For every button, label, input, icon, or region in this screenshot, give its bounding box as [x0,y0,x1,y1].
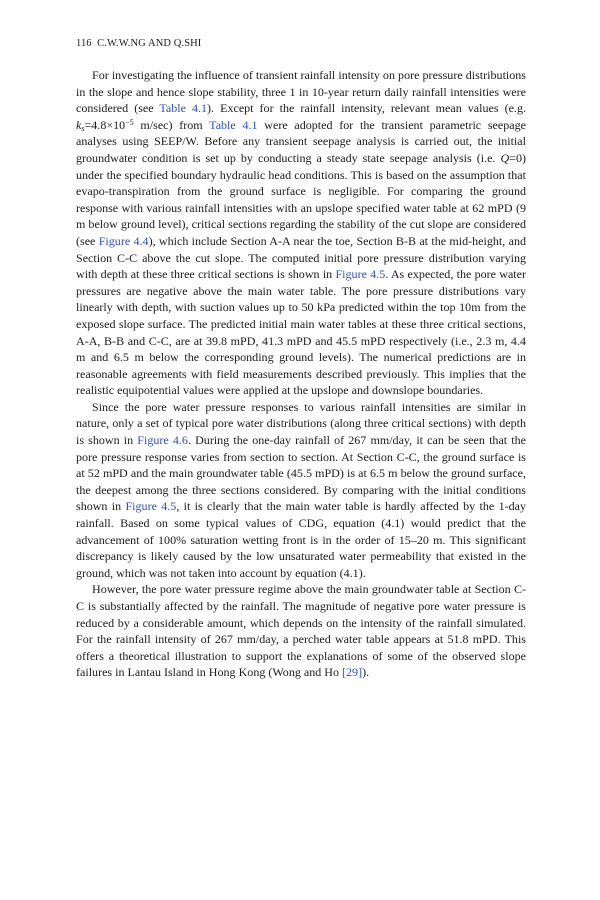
para2-text-2: . During the one-day rainfall of 267 mm/day, it can be seen that the pore pressure response varies from section to section. At Section C-C, the ground surface is at 52 mPD and the main groundwater table (45.5 mPD) is at 6.5 m below the ground surface, the deepest among the three sections considered. By comparing with the initial conditions shown in [76,433,526,514]
figure-4-4-link[interactable]: Figure 4.4 [98,233,149,248]
q-symbol: Q [500,150,510,165]
k-value: =4.8×10 [84,117,126,132]
para3-text-1: However, the pore water pressure regime above the main groundwater table at Section C-C is substantially affected by the rainfall. The magnitude of negative pore water pressure is reduced by a considerable amount, which depends on the intensity of the rainfall simulated. For the rainfall intensity of 267 mm/day, a perched water table appears at 51.8 mPD. This offers a theoretical illustration to support the explanations of some of the observed slope failures in Lantau Island in Hong Kong (Wong and Ho [76,582,526,680]
table-4-1-link[interactable]: Table 4.1 [159,101,208,116]
k-unit: m/sec) from [133,117,210,132]
para2-text-3: , it is clearly that the main water table is hardly affected by the 1-day rainfall. Based on some typical values of CDG, equation (4.1) would predict that the advancement of 100% saturation wetting front is in the order of 15–20 m. This significant discrepancy is likely caused by the low unsaturated water permeability that existed in the ground, which was not taken into account by equation (4.1). [76,499,526,580]
k-exponent: −5 [125,117,134,127]
k-symbol: k [76,117,82,132]
running-head [76,38,201,49]
para1-text-1: For investigating the influence of transient rainfall intensity on pore pressure distributions in the slope and hence slope stability, three 1 in 10-year return daily rainfall intensities were considered (see [76,68,526,116]
para1-text-6: . As expected, the pore water pressures are negative above the main water table. The pore pressure distributions vary linearly with depth, with suction values up to 50 kPa predicted within the top 10m from the exposed slope surface. The predicted initial main water tables at these three critical sections, A-A, B-B and C-C, are at 39.8 mPD, 41.3 mPD and 45.5 mPD respectively (i.e., 2.3 m, 4.4 m and 6.5 m below the corresponding ground levels). The numerical predictions are in reasonable agreements with field measurements described previously. This implies that the realistic equipotential values were applied at the upslope and downslope boundaries. [76,267,526,398]
para1-text-4: =0) under the specified boundary hydraulic head conditions. This is based on the assumption that evapo-transpiration from the ground surface is negligible. For comparing the ground response with various rainfall intensities with an upslope specified water table at 62 mPD (9 m below ground level), critical sections regarding the stability of the cut slope are considered (see [76,150,526,248]
para1-text-3: were adopted for the transient parametric seepage analyses using SEEP/W. Before any transient seepage analysis is carried out, the initial groundwater condition is set up by conducting a steady state seepage analysis (i.e. [76,117,526,165]
k-subscript: s [81,123,85,133]
para2-text-1: Since the pore water pressure responses to various rainfall intensities are similar in nature, only a set of typical pore water distributions (along three critical sections) with depth is shown in [76,399,526,448]
paragraph-2 [76,399,526,582]
para1-text-5: ), which include Section A-A near the toe, Section B-B at the mid-height, and Section C-C above the cut slope. The computed initial pore pressure distribution varying with depth at these three critical sections is shown in [76,233,526,282]
figure-4-5-link-2[interactable]: Figure 4.5 [125,499,177,514]
para3-text-2: ). [362,665,370,680]
reference-29-link[interactable]: [29] [342,665,363,680]
body-text [76,67,526,681]
paragraph-3 [76,581,526,681]
table-4-1-link-2[interactable]: Table 4.1 [209,117,258,132]
para1-text-2: ). Except for the rainfall intensity, relevant mean values (e.g. [207,101,526,116]
running-head-authors: C.W.W.NG AND Q.SHI [97,38,202,49]
figure-4-5-link[interactable]: Figure 4.5 [335,267,386,282]
figure-4-6-link[interactable]: Figure 4.6 [137,433,188,448]
page-number: 116 [76,38,92,49]
paragraph-1 [76,67,526,399]
